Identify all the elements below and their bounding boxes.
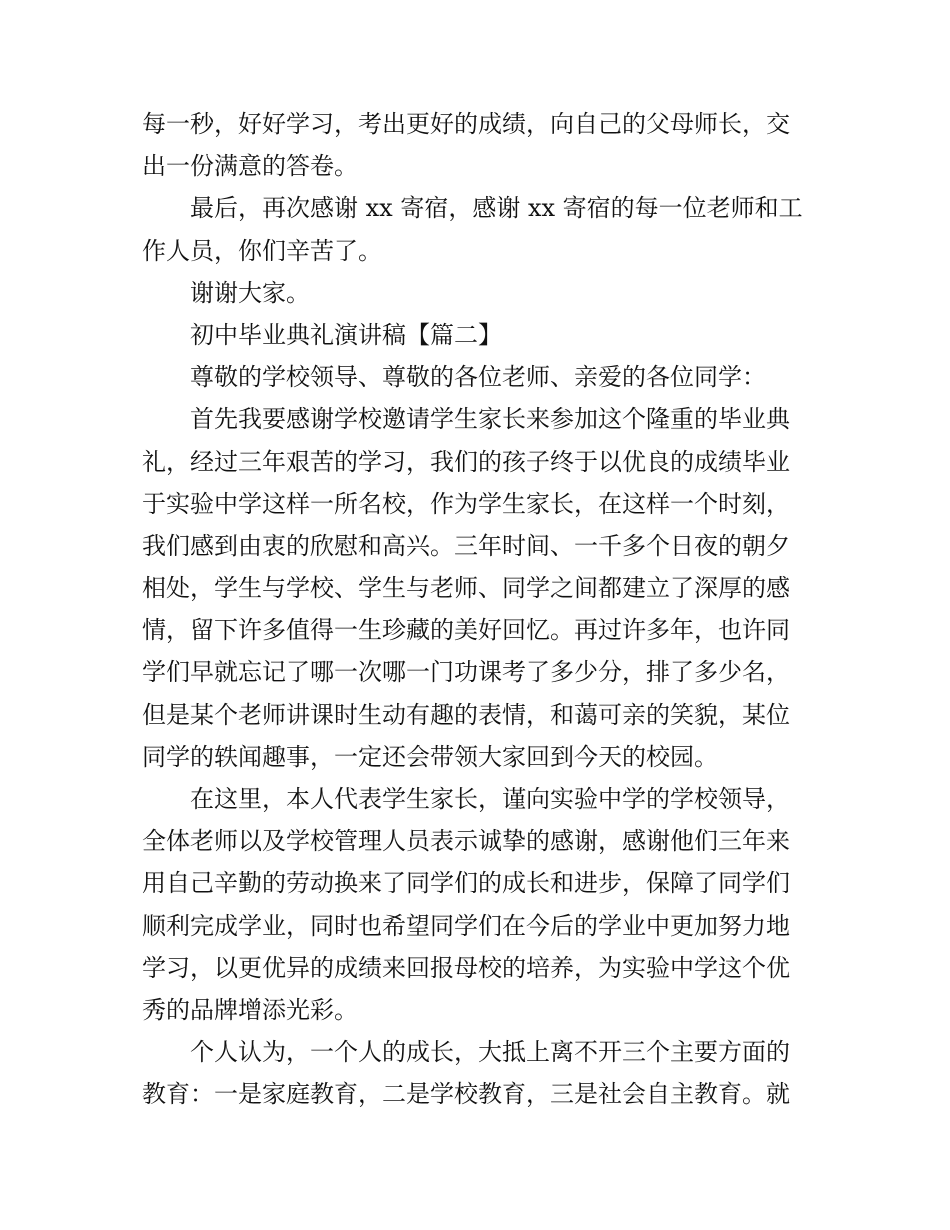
paragraph-opening	[142, 398, 822, 778]
text-line: 礼，经过三年艰苦的学习，我们的孩子终于以优良的成绩毕业	[142, 447, 790, 476]
paragraph-gratitude	[142, 778, 822, 1031]
text-line: 每一秒，好好学习，考出更好的成绩，向自己的父母师长，交	[142, 110, 790, 138]
paragraph-salutation	[142, 356, 822, 398]
text-line: 学习，以更优异的成绩来回报母校的培养，为实验中学这个优	[142, 953, 790, 982]
text-line: 相处，学生与学校、学生与老师、同学之间都建立了深厚的感	[142, 574, 790, 603]
text-line: 同学的轶闻趣事，一定还会带领大家回到今天的校园。	[142, 742, 718, 771]
text-line: 学们早就忘记了哪一次哪一门功课考了多少分，排了多少名，	[142, 658, 790, 687]
text-line: 于实验中学这样一所名校，作为学生家长，在这样一个时刻，	[142, 489, 790, 518]
text-line: 教育：一是家庭教育，二是学校教育，三是社会自主教育。就	[142, 1080, 790, 1109]
text-line: 但是某个老师讲课时生动有趣的表情，和蔼可亲的笑貌，某位	[142, 700, 790, 729]
section-title	[142, 314, 822, 356]
text-line: 初中毕业典礼演讲稿【篇二】	[190, 320, 502, 349]
text-line: 最后，再次感谢 xx 寄宿，感谢 xx 寄宿的每一位老师和工	[190, 194, 803, 223]
paragraph-continuation	[142, 103, 822, 187]
text-line: 全体老师以及学校管理人员表示诚挚的感谢，感谢他们三年来	[142, 827, 790, 856]
text-line: 顺利完成学业，同时也希望同学们在今后的学业中更加努力地	[142, 911, 790, 940]
text-line: 谢谢大家。	[190, 278, 310, 307]
document-body	[142, 103, 822, 1116]
text-line: 出一份满意的答卷。	[142, 152, 358, 181]
paragraph-thank-you	[142, 272, 822, 314]
text-line: 秀的品牌增添光彩。	[142, 995, 358, 1024]
text-line: 在这里，本人代表学生家长，谨向实验中学的学校领导，	[190, 785, 790, 813]
text-line: 首先我要感谢学校邀请学生家长来参加这个隆重的毕业典	[190, 405, 790, 434]
text-line: 我们感到由衷的欣慰和高兴。三年时间、一千多个日夜的朝夕	[142, 531, 790, 560]
text-line: 用自己辛勤的劳动换来了同学们的成长和进步，保障了同学们	[142, 869, 790, 898]
text-line: 作人员，你们辛苦了。	[142, 236, 382, 265]
paragraph-final-thanks	[142, 187, 822, 271]
text-line: 尊敬的学校领导、尊敬的各位老师、亲爱的各位同学：	[190, 363, 766, 392]
text-line: 个人认为，一个人的成长，大抵上离不开三个主要方面的	[190, 1038, 790, 1067]
paragraph-education	[142, 1031, 822, 1115]
text-line: 情，留下许多值得一生珍藏的美好回忆。再过许多年，也许同	[142, 616, 790, 645]
